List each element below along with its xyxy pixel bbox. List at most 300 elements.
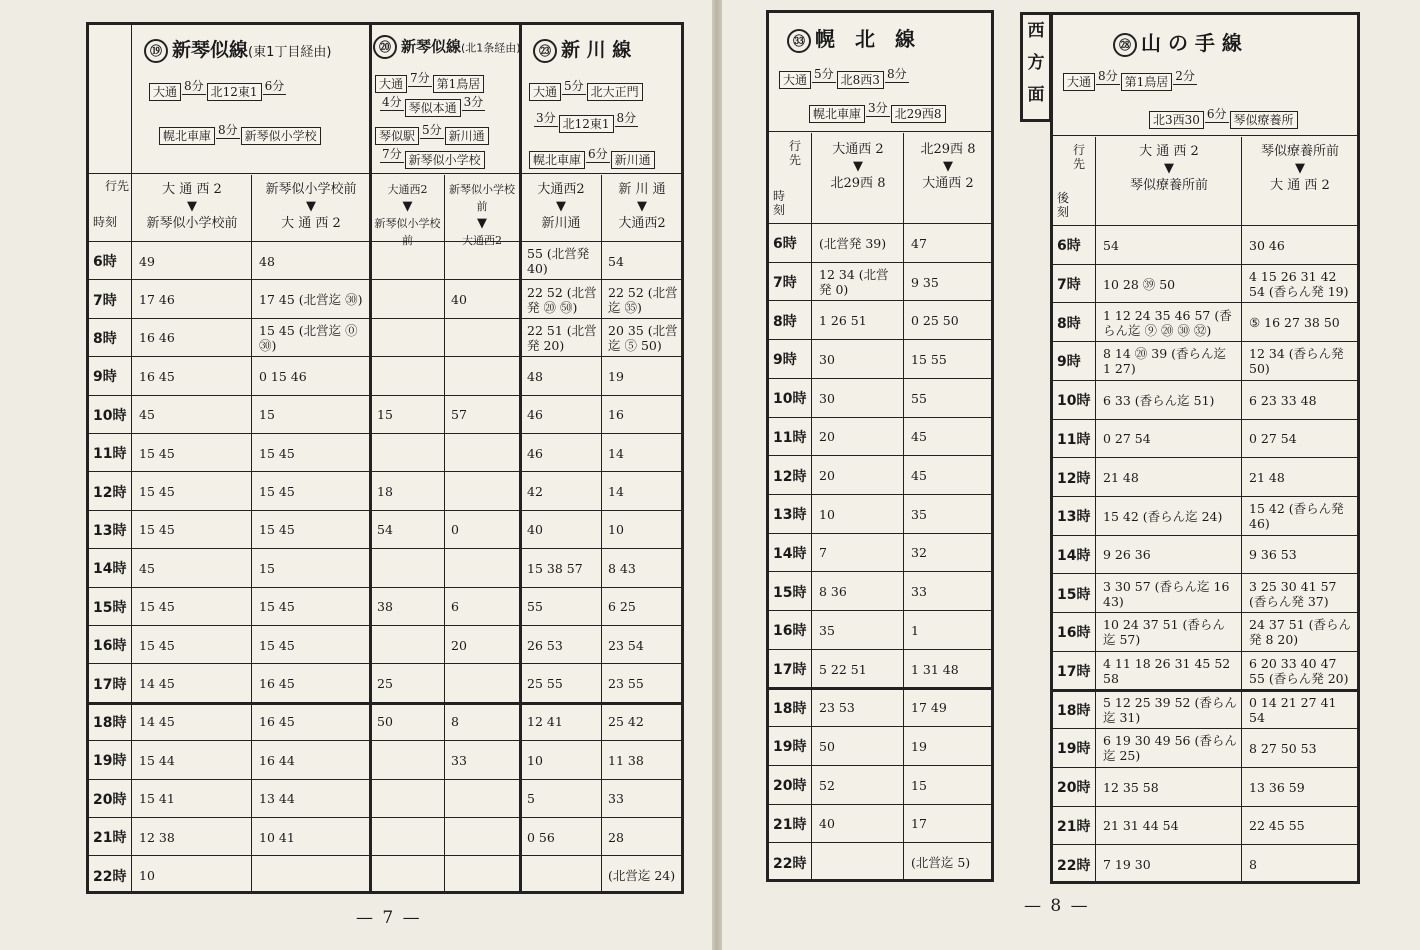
departure-times: 25 55 [527,676,563,692]
hour-label: 10時 [773,391,807,408]
departure-times [377,283,440,315]
direction-from: 大通西2 [387,183,428,196]
departure-times: 18 [377,484,393,500]
departure-times: 55 [911,390,927,406]
departure-times: 0 [451,522,459,538]
departure-times: 15 45 [259,484,295,500]
departure-times: 8 [1249,857,1257,873]
timetable-yamanote [1050,12,1360,884]
departure-times: 21 48 [1103,470,1139,486]
departure-times: 33 [911,584,927,600]
divider [903,133,904,879]
hour-label: 22時 [773,855,807,872]
departure-times [377,437,440,469]
route-23-map-row1 [529,77,643,101]
hour-label: 15時 [1057,586,1091,603]
travel-time: 8分 [616,111,637,125]
departure-times: 35 [819,622,835,638]
departure-times: 0 15 46 [259,368,307,384]
departure-times: 3 25 30 41 57 (香らん発 37) [1249,578,1337,609]
direction-header [602,181,682,232]
departure-times: 22 52 (北営迄 ㉟) [608,284,678,315]
station: 大通 [149,83,181,101]
row-divider [89,510,681,511]
departure-times [451,475,515,507]
row-divider [769,300,991,301]
station: 新琴似小学校 [241,127,321,145]
page-number: — 7 — [356,908,422,928]
travel-time: 8分 [184,79,204,93]
departure-times: 15 42 (香らん迄 24) [1103,508,1223,524]
departure-times: 48 [527,368,543,384]
route-19-map-row1 [149,77,287,101]
row-divider [89,779,681,780]
direction-to: 琴似療養所前 [1129,178,1208,193]
departure-times: 46 [527,407,543,423]
direction-from: 北29西 8 [920,142,976,157]
direction-to: 新琴似小学校前 [146,216,238,231]
corner-top: 行先 [104,179,129,193]
hour-label: 9時 [93,369,117,386]
departure-times: 7 [819,545,827,561]
travel-time: 4分 [382,95,402,109]
hour-label: 21時 [773,816,807,833]
departure-times: 0 27 54 [1103,431,1151,447]
travel-time: 8分 [218,123,238,137]
direction-to: 大通西2 [462,234,502,247]
direction-from: 大通西2 [537,182,585,197]
route-20-map-row3 [375,121,489,145]
hour-label: 16時 [93,638,127,655]
travel-time: 3分 [536,111,556,125]
direction-to: 新琴似小学校前 [374,217,441,247]
departure-times: 16 45 [259,714,295,730]
direction-to: 大 通 西 2 [1270,178,1330,193]
departure-times: 15 45 (北営迄 ⓪ ㉚) [259,322,358,353]
departure-times: 45 [139,560,155,576]
departure-times [377,360,440,392]
departure-times: 25 [377,676,393,692]
west-label-char: 方 [1027,53,1045,73]
hour-label: 8時 [773,313,797,330]
row-divider [89,433,681,434]
direction-header [253,181,369,232]
row-divider [769,533,991,534]
departure-times [259,859,365,891]
departure-times: 20 [451,637,467,653]
departure-times: 30 [819,351,835,367]
corner-bottom: 時刻 [93,215,118,229]
departure-times [377,821,440,853]
west-label-char: 面 [1027,85,1045,105]
row-divider [89,587,681,588]
route-19-map-row2 [159,121,321,145]
divider [131,25,132,891]
departure-times: 12 34 (北営発 0) [819,267,889,298]
departure-times: 13 36 59 [1249,779,1305,795]
departure-times [819,846,899,879]
departure-times: 8 27 50 53 [1249,740,1317,756]
row-divider [1053,806,1357,807]
departure-times: 26 53 [527,637,563,653]
departure-times: 50 [377,714,393,730]
departure-times: 6 20 33 40 47 55 (香らん発 20) [1249,656,1349,687]
departure-times: 10 41 [259,829,295,845]
station: 北12東1 [207,83,262,101]
departure-times [451,360,515,392]
departure-times: 15 45 [139,445,175,461]
departure-times: 16 46 [139,330,175,346]
row-divider [769,339,991,340]
direction-to: 大通西 2 [922,176,974,191]
corner-label-bottom [1057,191,1077,219]
row-divider [1053,457,1357,458]
route-sub: (東1丁目経由) [248,45,332,60]
hour-label: 20時 [93,791,127,808]
departure-times [377,783,440,815]
departure-times: 13 44 [259,791,295,807]
station: 第1鳥居 [1121,73,1173,91]
route-23-map-row3 [529,145,655,169]
station: 幌北車庫 [809,105,865,123]
route-number: ㉝ [787,29,811,53]
departure-times: 15 38 57 [527,560,583,576]
station: 幌北車庫 [529,151,585,169]
station: 第1鳥居 [433,75,485,93]
hour-label: 15時 [93,599,127,616]
row-divider [769,262,991,263]
departure-times: 15 42 (香らん発 46) [1249,501,1344,532]
row-divider [1053,302,1357,303]
station: 大通 [375,75,407,93]
departure-times: 15 45 [139,637,175,653]
row-divider [1053,728,1357,729]
departure-times: 57 [451,407,467,423]
route-20-map-row2 [379,93,486,117]
direction-to: 大通西2 [618,216,666,231]
departure-times: 21 31 44 54 [1103,818,1179,834]
hour-label: 9時 [773,352,797,369]
row-divider [769,455,991,456]
hour-label: 11時 [1057,431,1091,448]
departure-times: 40 [819,816,835,832]
departure-times: 30 [819,390,835,406]
hour-label: 21時 [1057,818,1091,835]
departure-times: 22 45 55 [1249,818,1305,834]
departure-times: 12 41 [527,714,563,730]
departure-times: 10 [139,868,155,884]
departure-times [377,744,440,776]
departure-times: 19 [608,368,624,384]
departure-times: 15 45 [259,522,295,538]
departure-times: 54 [1103,237,1119,253]
departure-times: 14 45 [139,676,175,692]
departure-times: 15 [259,407,275,423]
departure-times: 6 33 (香らん迄 51) [1103,392,1215,408]
departure-times: 15 45 [259,599,295,615]
departure-times: 14 [608,445,624,461]
row-divider [769,494,991,495]
hour-label: 13時 [93,523,127,539]
departure-times: 20 [819,468,835,484]
departure-times: 8 14 ⑳ 39 (香らん迄 1 27) [1103,346,1227,377]
departure-times: 16 45 [139,368,175,384]
row-divider [769,804,991,805]
departure-times: 10 [819,506,835,522]
hour-label: 19時 [773,739,807,756]
row-divider [89,471,681,472]
west-direction-label [1020,12,1052,122]
hour-label: 6時 [773,236,797,253]
direction-from: 琴似療養所前 [1260,144,1339,159]
row-divider [769,726,991,727]
timetable-left [86,22,684,894]
row-divider [89,625,681,626]
direction-to: 北29西 8 [830,176,886,191]
timetable-horoki [766,10,994,882]
row-divider [1053,767,1357,768]
hour-label: 17時 [1057,664,1091,681]
departure-times: (北営迄 24) [608,868,676,884]
departure-times: 15 45 [139,484,175,500]
station: 北8西3 [837,71,884,89]
divider [369,25,372,891]
route-33-title [787,23,915,53]
route-name: 新琴似線 [172,39,249,61]
departure-times: 15 45 [139,599,175,615]
departure-times: 17 45 (北営迄 ㉚) [259,292,363,308]
departure-times: 8 36 [819,584,847,600]
departure-times: 17 46 [139,292,175,308]
departure-times: 15 44 [139,752,175,768]
divider [519,25,522,891]
route-23-title [533,35,631,63]
row-divider [1053,844,1357,845]
route-19-title [144,35,331,63]
hour-label: 20時 [773,778,807,795]
departure-times: 40 [527,522,543,538]
departure-times: 45 [911,468,927,484]
row-divider [89,318,681,319]
down-arrow-icon: ▼ [1164,161,1174,176]
down-arrow-icon: ▼ [556,199,566,214]
down-arrow-icon: ▼ [477,216,487,231]
departure-times: 15 41 [139,791,175,807]
departure-times: 42 [527,484,543,500]
row-divider [89,740,681,741]
departure-times [451,821,515,853]
down-arrow-icon: ▼ [943,159,953,174]
departure-times [451,322,515,354]
hour-label: 20時 [1057,780,1091,797]
hour-label: 21時 [93,830,127,847]
row-divider [1053,689,1357,692]
row-divider [89,548,681,549]
hour-label: 8時 [93,331,117,347]
direction-from: 新琴似小学校前 [265,182,357,197]
departure-times: 49 [139,253,155,269]
departure-times: 11 38 [608,752,644,768]
departure-times: 22 51 (北営発 20) [527,322,597,353]
departure-times [527,859,597,891]
departure-times: 9 35 [911,274,939,290]
departure-times: 55 (北営発 40) [527,246,590,277]
hour-label: 19時 [93,753,127,770]
departure-times: 8 43 [608,560,636,576]
departure-times [451,783,515,815]
station: 幌北車庫 [159,127,215,145]
west-label-char: 西 [1027,21,1045,41]
row-divider [1053,612,1357,613]
hour-label: 13時 [1057,509,1091,526]
direction-header [905,141,991,192]
departure-times: 5 12 25 39 52 (香らん迄 31) [1103,694,1237,725]
departure-times: 16 [608,407,624,423]
departure-times: 9 26 36 [1103,547,1151,563]
station: 琴似療養所 [1230,111,1298,129]
departure-times: 23 54 [608,637,644,653]
route-33-map-row2 [809,99,946,123]
direction-header [133,181,251,232]
direction-from: 大 通 西 2 [1139,144,1199,159]
travel-time: 7分 [410,71,430,85]
hour-label: 16時 [773,623,807,640]
departure-times: 54 [377,522,393,538]
departure-times: 15 [911,777,927,793]
departure-times: 16 44 [259,752,295,768]
down-arrow-icon: ▼ [402,199,413,214]
hour-label: 10時 [93,407,127,424]
departure-times: (北営迄 5) [911,855,971,871]
departure-times: 6 19 30 49 56 (香らん迄 25) [1103,733,1237,764]
departure-times: 33 [451,752,467,768]
departure-times: 22 52 (北営発 ⑳ ㊿) [527,284,597,315]
row-divider [89,855,681,856]
route-number: ㉘ [1113,33,1137,57]
row-divider [89,817,681,818]
route-number: ⑲ [144,39,168,63]
hour-label: 22時 [93,868,127,885]
direction-to: 新川通 [541,216,581,231]
departure-times: 4 15 26 31 42 54 (香らん発 19) [1249,269,1349,300]
departure-times: 5 22 51 [819,661,867,677]
departure-times: 25 42 [608,714,644,730]
route-name: 山 の 手 線 [1141,31,1242,55]
hour-label: 7時 [93,292,117,309]
departure-times: 0 27 54 [1249,431,1297,447]
station: 新琴似小学校 [405,151,485,169]
divider [811,133,812,879]
direction-header [521,181,601,232]
departure-times [377,629,440,661]
departure-times: 17 49 [911,700,947,716]
departure-times: 7 19 30 [1103,857,1151,873]
travel-time: 5分 [422,123,442,137]
route-20-map-row4 [379,145,485,169]
down-arrow-icon: ▼ [637,199,647,214]
direction-from: 新琴似小学校前 [449,183,515,213]
row-divider [1053,341,1357,342]
station: 新川通 [445,127,489,145]
departure-times: 45 [139,407,155,423]
header-rule [769,131,991,132]
hour-label: 10時 [1057,393,1091,410]
divider [444,175,445,891]
direction-from: 大 通 西 2 [162,182,222,197]
departure-times: 50 [819,738,835,754]
departure-times: 6 23 33 48 [1249,392,1317,408]
travel-time: 2分 [1175,69,1195,83]
row-divider [769,610,991,611]
departure-times: 6 [451,599,459,615]
departure-times: 55 [527,599,543,615]
route-name: 新 川 線 [561,39,632,61]
route-number: ㉓ [533,39,557,63]
departure-times: ⑤ 16 27 38 50 [1249,315,1340,331]
station: 大通 [529,83,561,101]
direction-to: 大 通 西 2 [281,216,341,231]
departure-times: 12 34 (香らん発 50) [1249,346,1344,377]
departure-times: 9 36 53 [1249,547,1297,563]
station: 琴似駅 [375,127,419,145]
departure-times: 46 [527,445,543,461]
departure-times: 23 53 [819,700,855,716]
departure-times: 47 [911,235,927,251]
route-20-map-row1 [375,69,484,93]
hour-label: 12時 [93,484,127,501]
direction-header [445,181,519,249]
corner-label [1073,143,1093,171]
departure-times: 35 [911,506,927,522]
departure-times: 10 28 ㊴ 50 [1103,276,1176,292]
hour-label: 18時 [1057,702,1091,719]
departure-times: 12 35 58 [1103,779,1159,795]
corner-label [789,139,809,167]
departure-times: 0 56 [527,829,555,845]
down-arrow-icon: ▼ [1295,161,1305,176]
departure-times: 14 [608,484,624,500]
row-divider [1053,380,1357,381]
hour-label: 18時 [773,700,807,717]
row-divider [769,765,991,766]
direction-from: 新 川 通 [618,182,666,197]
departure-times: 21 48 [1249,470,1285,486]
departure-times: 10 24 37 51 (香らん迄 57) [1103,617,1225,648]
departure-times: 0 14 21 27 41 54 [1249,694,1337,725]
route-28-map-row2 [1149,105,1298,129]
departure-times: 0 25 50 [911,313,959,329]
hour-label: 19時 [1057,741,1091,758]
hour-label: 14時 [773,545,807,562]
hour-label: 17時 [93,676,127,693]
departure-times: 15 [259,560,275,576]
departure-times: 19 [911,738,927,754]
departure-times [451,437,515,469]
route-name: 幌 北 線 [815,27,915,51]
header-rule [769,223,991,224]
hour-label: 12時 [1057,470,1091,487]
travel-time: 3分 [868,101,888,115]
hour-label: 6時 [1057,238,1081,255]
departure-times [451,859,515,891]
departure-times [451,552,515,584]
row-divider [89,279,681,280]
travel-time: 8分 [886,67,907,81]
divider [601,175,602,891]
departure-times [451,667,515,699]
hour-label: 11時 [773,429,807,446]
departure-times: 17 [911,816,927,832]
